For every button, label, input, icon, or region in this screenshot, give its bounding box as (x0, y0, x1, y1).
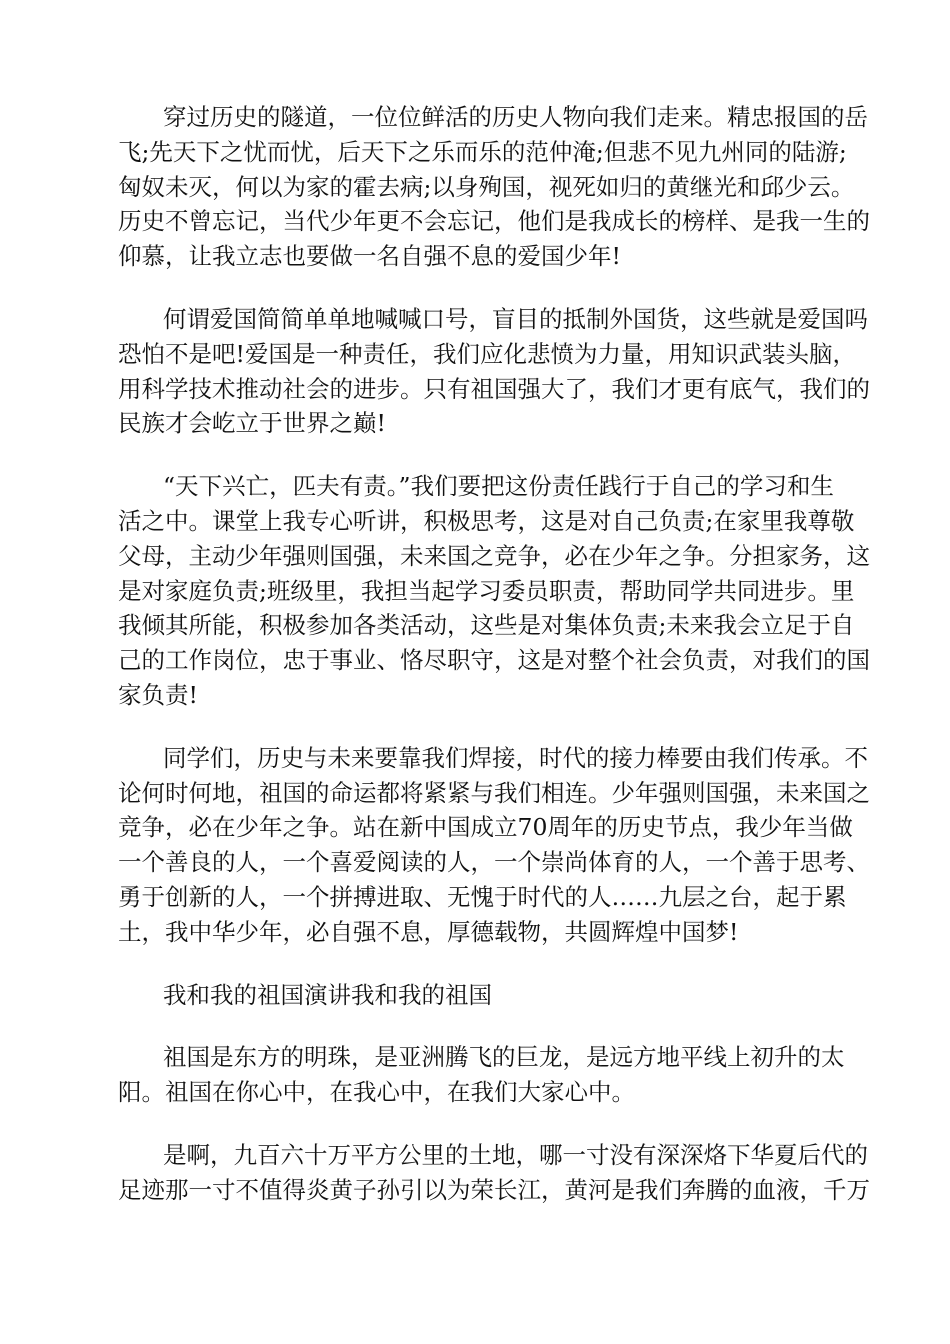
text-line: 足迹那一寸不值得炎黄子孙引以为荣长江，黄河是我们奔腾的血液，千万 (118, 1175, 870, 1204)
text-line: 活之中。课堂上我专心听讲，积极思考，这是对自己负责;在家里我尊敬 (118, 506, 855, 535)
text-line: 祖国是东方的明珠，是亚洲腾飞的巨龙，是远方地平线上初升的太 (163, 1043, 845, 1072)
text-line: 家负责! (118, 680, 198, 709)
document-page (118, 100, 870, 1236)
text-line: 土，我中华少年，必自强不息，厚德载物，共圆辉煌中国梦! (118, 917, 739, 946)
paragraph-historical-figures (118, 100, 870, 274)
text-line: 匈奴未灭，何以为家的霍去病;以身殉国，视死如归的黄继光和邱少云。 (118, 172, 855, 201)
text-line: 己的工作岗位，忠于事业、恪尽职守，这是对整个社会负责，对我们的国 (118, 646, 870, 675)
text-line: 同学们，历史与未来要靠我们焊接，时代的接力棒要由我们传承。不 (163, 743, 868, 772)
text-line: 阳。祖国在你心中，在我心中，在我们大家心中。 (118, 1078, 635, 1107)
text-line: 用科学技术推动社会的进步。只有祖国强大了，我们才更有底气，我们的 (118, 374, 870, 403)
text-line: 我倾其所能，积极参加各类活动，这些是对集体负责;未来我会立足于自 (118, 611, 855, 640)
text-line: 父母，主动少年强则国强，未来国之竞争，必在少年之争。分担家务，这 (118, 541, 870, 570)
text-line: “天下兴亡，匹夫有责。”我们要把这份责任践行于自己的学习和生 (163, 472, 834, 501)
text-line: 论何时何地，祖国的命运都将紧紧与我们相连。少年强则国强，未来国之 (118, 778, 870, 807)
text-line: 穿过历史的隧道，一位位鲜活的历史人物向我们走来。精忠报国的岳 (163, 103, 868, 131)
text-line: 何谓爱国简简单单地喊喊口号，盲目的抵制外国货，这些就是爱国吗 (163, 304, 868, 333)
text-line: 仰慕，让我立志也要做一名自强不息的爱国少年! (118, 242, 621, 271)
paragraph-patriotism-responsibility (118, 302, 870, 441)
heading-text: 我和我的祖国演讲我和我的祖国 (163, 980, 492, 1009)
text-line: 一个善良的人，一个喜爱阅读的人，一个崇尚体育的人，一个善于思考、 (118, 848, 870, 877)
text-line: 勇于创新的人，一个拼搏进取、无愧于时代的人……九层之台，起于累 (118, 882, 847, 911)
text-line: 是啊，九百六十万平方公里的土地，哪一寸没有深深烙下华夏后代的 (163, 1140, 868, 1169)
text-line: 是对家庭负责;班级里，我担当起学习委员职责，帮助同学共同进步。里 (118, 576, 855, 605)
text-line: 飞;先天下之忧而忧，后天下之乐而乐的范仲淹;但悲不见九州同的陆游; (118, 137, 847, 166)
text-line: 竞争，必在少年之争。站在新中国成立70周年的历史节点，我少年当做 (118, 813, 853, 842)
text-line: 历史不曾忘记，当代少年更不会忘记，他们是我成长的榜样、是我一生的 (118, 207, 870, 236)
text-line: 民族才会屹立于世界之巅! (118, 409, 386, 438)
text-line: 恐怕不是吧!爱国是一种责任，我们应化悲愤为力量，用知识武装头脑， (118, 339, 856, 368)
section-heading (118, 978, 834, 1013)
paragraph-motherland-pearl (118, 1040, 845, 1110)
paragraph-duty (118, 469, 870, 713)
paragraph-land (118, 1138, 870, 1208)
paragraph-classmates (118, 741, 870, 950)
